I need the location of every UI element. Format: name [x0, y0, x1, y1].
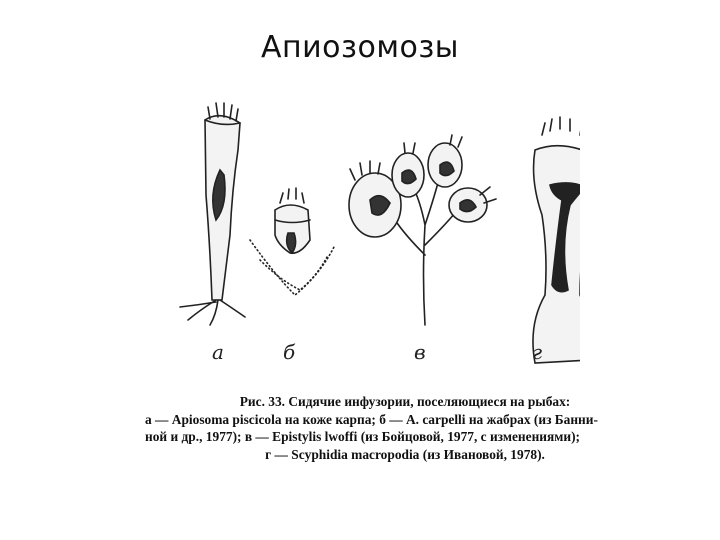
caption-line-4: г — Scyphidia macropodia (из Ивановой, 1978). [265, 446, 545, 462]
ciliates-drawing [150, 95, 580, 375]
drawing-a [180, 103, 245, 325]
figure-caption [145, 393, 665, 463]
drawing-d [533, 117, 580, 363]
caption-line-2: а — Apiosoma piscicola на коже карпа; б — A. carpelli на жабрах (из Банни- [145, 411, 598, 427]
figure-label-c: в [414, 340, 426, 364]
slide-title: Апиозомозы [261, 30, 459, 65]
figure-label-b: б [283, 340, 296, 364]
caption-line-1: Рис. 33. Сидячие инфузории, поселяющиеся на рыбах: [239, 394, 571, 409]
caption-line-3: ной и др., 1977); в — Epistylis lwoffi (из Бойцовой, 1977, с изменениями); [145, 429, 581, 444]
drawing-c [349, 135, 496, 325]
figure-label-a: а [212, 340, 224, 364]
ciliates-illustration [150, 95, 580, 375]
drawing-b [250, 188, 335, 295]
figure-label-d: г [532, 340, 543, 364]
